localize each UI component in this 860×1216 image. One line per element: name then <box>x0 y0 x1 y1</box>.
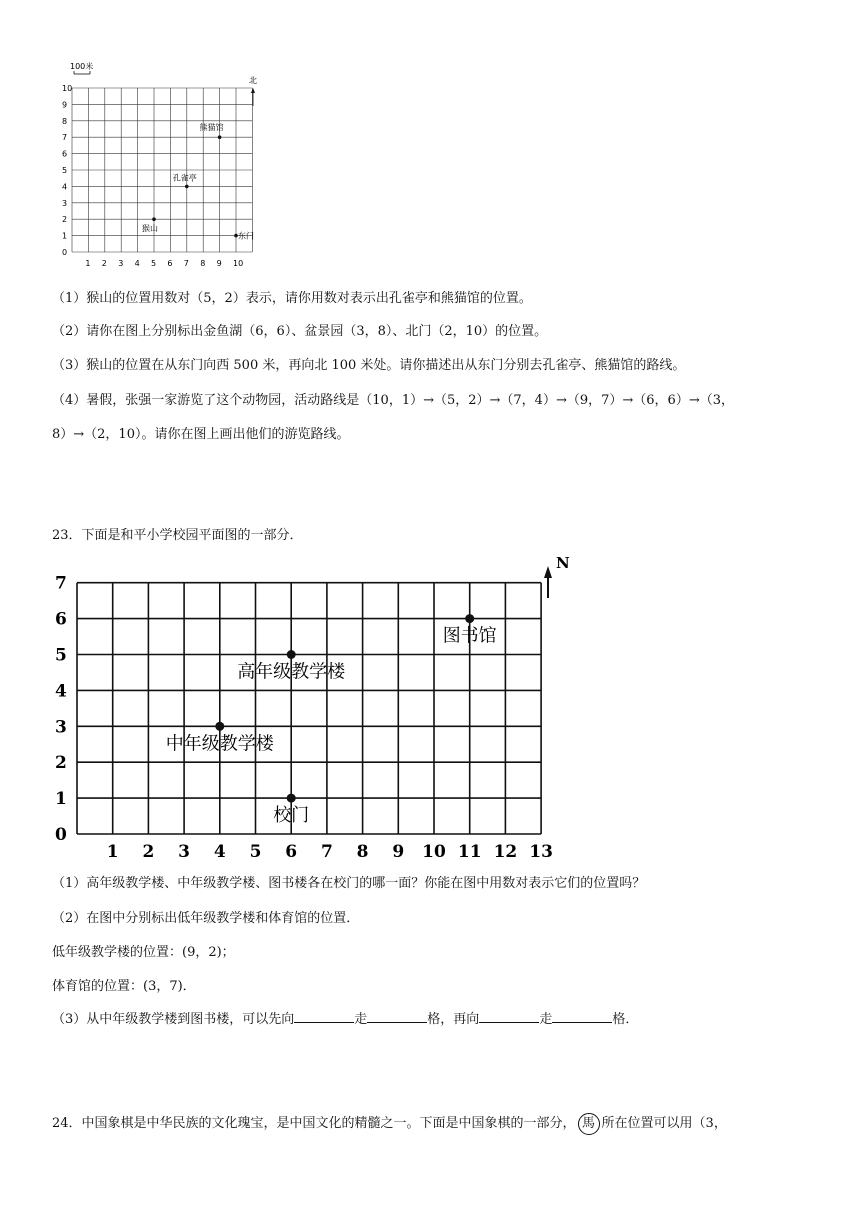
y-tick-label: 5 <box>62 166 68 175</box>
x-tick-label: 8 <box>356 842 369 862</box>
y-tick-label: 7 <box>55 573 67 594</box>
answer-blank[interactable] <box>552 1010 612 1023</box>
campus-grid-figure <box>50 548 590 868</box>
y-tick-label: 3 <box>62 198 68 208</box>
zoo-question-1: （1）猴山的位置用数对（5，2）表示，请你用数对表示出孔雀亭和熊猫馆的位置。 <box>52 291 532 306</box>
campus-point-label: 高年级教学楼 <box>237 661 346 683</box>
y-tick-label: 5 <box>55 645 67 666</box>
zoo-x-ticks <box>85 259 243 268</box>
zoo-y-ticks <box>62 84 72 257</box>
x-tick-label: 11 <box>457 842 482 862</box>
q23-question-2: （2）在图中分别标出低年级教学楼和体育馆的位置． <box>52 911 360 926</box>
y-tick-label: 8 <box>62 116 68 126</box>
y-tick-label: 0 <box>55 825 67 845</box>
campus-point <box>287 650 296 659</box>
zoo-question-4-line1: （4）暑假，张强一家游览了这个动物园，活动路线是（10，1）→（5，2）→（7，4）→（9，7）→（6，6）→（3， <box>52 393 734 408</box>
y-tick-label: 1 <box>62 231 68 241</box>
q23-question-3: （3）从中年级教学楼到图书楼，可以先向 走 格，再向 走 格． <box>52 1012 639 1027</box>
x-tick-label: 6 <box>285 842 298 862</box>
campus-points <box>166 614 497 826</box>
zoo-point <box>185 185 189 189</box>
x-tick-label: 3 <box>178 842 191 862</box>
x-tick-label: 8 <box>200 259 206 268</box>
horse-piece-icon: 馬 <box>578 1113 600 1135</box>
q23-answer-gym: 体育馆的位置：(3，7)． <box>52 979 196 994</box>
y-tick-label: 1 <box>55 789 67 810</box>
q23-title: 23．下面是和平小学校园平面图的一部分． <box>52 528 303 543</box>
x-tick-label: 10 <box>422 842 446 862</box>
x-tick-label: 3 <box>118 259 124 268</box>
y-tick-label: 4 <box>62 182 68 192</box>
y-tick-label: 6 <box>62 149 68 159</box>
zoo-point <box>218 135 222 139</box>
zoo-point-label: 东门 <box>238 231 254 241</box>
y-tick-label: 9 <box>62 100 68 110</box>
x-tick-label: 2 <box>142 842 155 862</box>
zoo-point-label: 猴山 <box>142 224 158 234</box>
zoo-grid-lines <box>72 88 252 252</box>
scale-label: 100米 <box>70 62 94 71</box>
zoo-point <box>152 217 156 221</box>
answer-blank[interactable] <box>367 1010 427 1023</box>
x-tick-label: 10 <box>233 259 244 268</box>
campus-point-label: 校门 <box>273 805 310 827</box>
y-tick-label: 3 <box>55 717 67 738</box>
x-tick-label: 4 <box>134 259 140 268</box>
x-tick-label: 2 <box>101 259 107 268</box>
x-tick-label: 4 <box>213 842 226 862</box>
campus-point <box>287 794 296 803</box>
x-tick-label: 5 <box>249 842 262 862</box>
y-tick-label: 7 <box>62 133 68 143</box>
campus-point-label: 图书馆 <box>442 625 497 647</box>
x-tick-label: 13 <box>529 842 553 862</box>
q24-intro: 24．中国象棋是中华民族的文化瑰宝，是中国文化的精髓之一。下面是中国象棋的一部分， 馬 所在位置可以用（3， <box>52 1112 727 1135</box>
zoo-question-4-line2: 8）→（2，10）。请你在图上画出他们的游览路线。 <box>52 427 350 442</box>
y-tick-label: 2 <box>55 753 67 774</box>
zoo-point-label: 孔雀亭 <box>172 173 197 183</box>
zoo-grid-figure <box>52 58 272 273</box>
campus-y-ticks <box>55 574 67 845</box>
x-tick-label: 5 <box>151 259 157 268</box>
y-tick-label: 4 <box>55 681 67 702</box>
answer-blank[interactable] <box>294 1010 354 1023</box>
x-tick-label: 9 <box>392 842 405 862</box>
x-tick-label: 9 <box>216 259 222 268</box>
zoo-question-3: （3）猴山的位置在从东门向西 500 米，再向北 100 米处。请你描述出从东门分别去孔雀亭、熊猫馆的路线。 <box>52 358 686 373</box>
x-tick-label: 7 <box>183 259 189 268</box>
answer-blank[interactable] <box>479 1010 539 1023</box>
north-label: N <box>556 554 570 572</box>
y-tick-label: 2 <box>62 215 68 225</box>
campus-x-ticks <box>107 842 553 862</box>
zoo-point-label: 熊猫馆 <box>199 123 224 133</box>
x-tick-label: 12 <box>493 842 518 862</box>
x-tick-label: 1 <box>106 842 119 862</box>
q23-answer-low-grade: 低年级教学楼的位置：(9，2)； <box>52 945 235 960</box>
x-tick-label: 7 <box>320 842 333 862</box>
y-tick-label: 10 <box>62 84 73 93</box>
campus-point-label: 中年级教学楼 <box>165 733 274 755</box>
x-tick-label: 1 <box>85 259 91 268</box>
y-tick-label: 0 <box>62 248 68 257</box>
x-tick-label: 6 <box>167 259 173 268</box>
campus-point <box>215 722 224 731</box>
zoo-question-2: （2）请你在图上分别标出金鱼湖（6，6）、盆景园（3，8）、北门（2，10）的位置。 <box>52 324 548 339</box>
q23-question-1: （1）高年级教学楼、中年级教学楼、图书楼各在校门的哪一面？你能在图中用数对表示它们的位置吗？ <box>52 876 646 891</box>
north-label: 北 <box>249 76 257 85</box>
campus-point <box>465 614 474 623</box>
y-tick-label: 6 <box>55 609 67 630</box>
zoo-points <box>142 122 254 240</box>
